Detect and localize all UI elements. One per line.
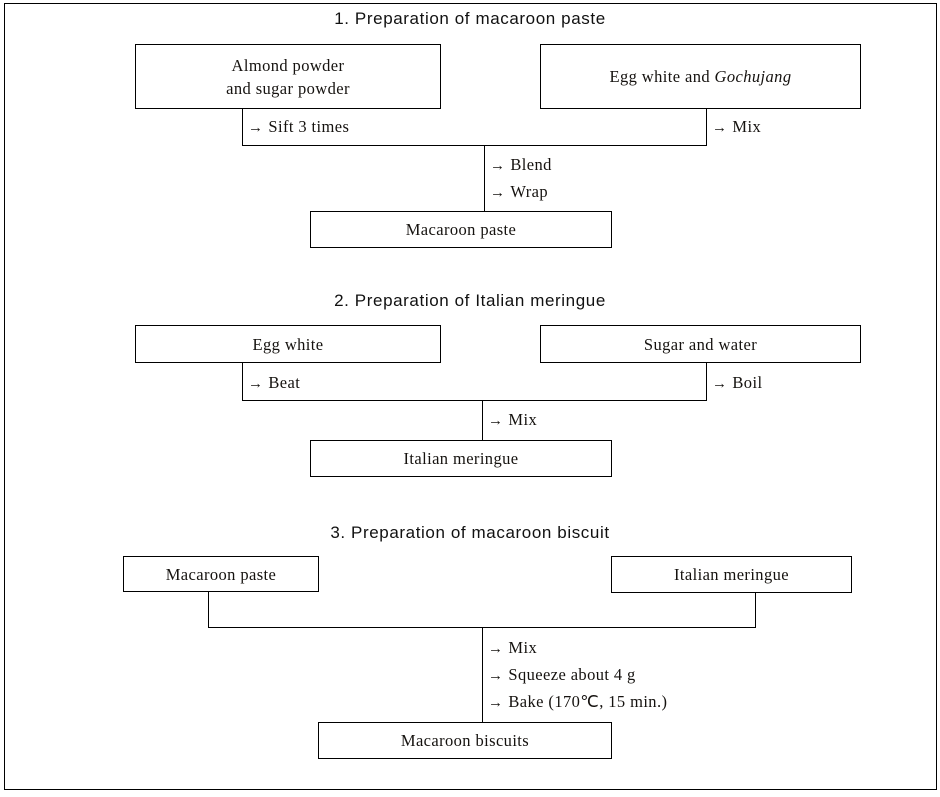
box-sugar-and-water bbox=[540, 325, 861, 363]
box-macaroon-biscuits bbox=[318, 722, 612, 759]
step-mix-section-1 bbox=[712, 117, 761, 138]
arrow-icon: → bbox=[248, 120, 264, 136]
box-italian-meringue-section-3-label: Italian meringue bbox=[674, 565, 789, 584]
section-1-title: 1. Preparation of macaroon paste bbox=[334, 9, 606, 28]
arrow-icon: → bbox=[712, 120, 728, 136]
box-egg-white-label: Egg white bbox=[252, 334, 324, 354]
arrow-icon: → bbox=[712, 376, 728, 392]
box-italian-meringue-section-2 bbox=[310, 440, 612, 477]
step-boil-label: Boil bbox=[732, 373, 763, 392]
step-sift-3-times-label: Sift 3 times bbox=[268, 117, 350, 136]
step-beat bbox=[248, 373, 300, 394]
step-mix-section-3 bbox=[488, 638, 537, 659]
arrow-icon: → bbox=[490, 185, 506, 201]
step-mix-section-1-label: Mix bbox=[732, 117, 762, 136]
box-sugar-and-water-label: Sugar and water bbox=[643, 334, 758, 354]
step-beat-label: Beat bbox=[268, 373, 301, 392]
connector-almond-down bbox=[242, 108, 243, 146]
connector-sift-bar bbox=[242, 145, 707, 146]
box-macaroon-paste-section-1-label: Macaroon paste bbox=[405, 220, 517, 239]
box-egg-white-and-gochujang-label: Egg white and Gochujang bbox=[609, 67, 792, 86]
step-wrap bbox=[490, 182, 548, 203]
box-italian-meringue-section-3 bbox=[611, 556, 852, 593]
connector-macaroon-paste-down bbox=[208, 592, 209, 628]
arrow-icon: → bbox=[488, 668, 504, 684]
step-wrap-label: Wrap bbox=[510, 182, 548, 201]
arrow-icon: → bbox=[488, 413, 504, 429]
box-almond-and-sugar-powder-label: Almond powder and sugar powder bbox=[226, 55, 350, 98]
gochujang-emphasis: Gochujang bbox=[714, 67, 792, 86]
arrow-icon: → bbox=[490, 158, 506, 174]
step-boil bbox=[712, 373, 762, 394]
box-macaroon-biscuits-label: Macaroon biscuits bbox=[400, 731, 530, 750]
arrow-icon: → bbox=[488, 641, 504, 657]
step-mix-section-2 bbox=[488, 410, 537, 431]
arrow-icon: → bbox=[488, 695, 504, 711]
box-macaroon-paste-section-3-label: Macaroon paste bbox=[165, 564, 277, 584]
step-squeeze-label: Squeeze about 4 g bbox=[508, 665, 636, 684]
figure-border bbox=[4, 3, 937, 790]
connector-blend-wrap-down bbox=[484, 145, 485, 212]
connector-section-3-steps-down bbox=[482, 627, 483, 723]
step-sift-3-times bbox=[248, 117, 349, 138]
box-egg-white bbox=[135, 325, 441, 363]
connector-italian-meringue-down bbox=[755, 593, 756, 628]
connector-egg-white-down bbox=[242, 363, 243, 401]
box-macaroon-paste-section-1 bbox=[310, 211, 612, 248]
box-italian-meringue-section-2-label: Italian meringue bbox=[403, 449, 519, 468]
connector-mix-section-2-down bbox=[482, 400, 483, 441]
section-2-title: 2. Preparation of Italian meringue bbox=[334, 291, 606, 310]
connector-beat-boil-bar bbox=[242, 400, 707, 401]
step-mix-section-3-label: Mix bbox=[508, 638, 538, 657]
connector-gochujang-down bbox=[706, 108, 707, 146]
step-bake bbox=[488, 692, 667, 713]
arrow-icon: → bbox=[248, 376, 264, 392]
step-blend-label: Blend bbox=[510, 155, 552, 174]
connector-sugar-water-down bbox=[706, 363, 707, 401]
step-squeeze bbox=[488, 665, 636, 686]
box-almond-and-sugar-powder bbox=[135, 44, 441, 109]
box-macaroon-paste-section-3 bbox=[123, 556, 319, 592]
section-3-title: 3. Preparation of macaroon biscuit bbox=[330, 523, 610, 542]
step-bake-label: Bake (170℃, 15 min.) bbox=[508, 692, 668, 711]
step-mix-section-2-label: Mix bbox=[508, 410, 538, 429]
box-egg-white-and-gochujang bbox=[540, 44, 861, 109]
step-blend bbox=[490, 155, 552, 176]
